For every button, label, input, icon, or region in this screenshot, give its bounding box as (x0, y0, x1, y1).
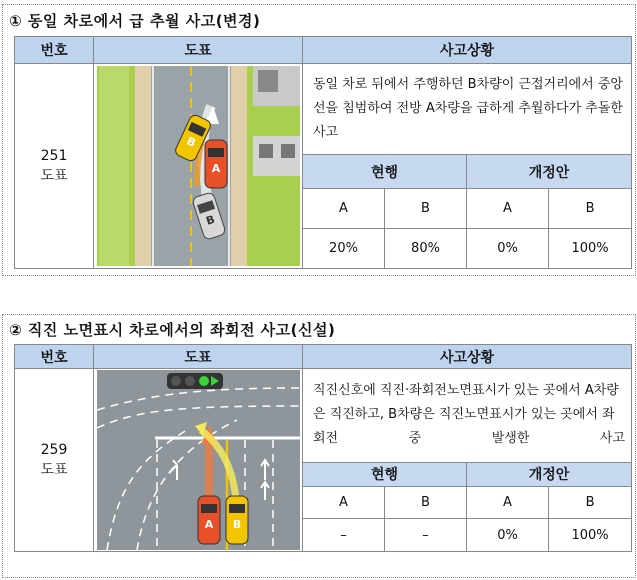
case-number-cell (15, 369, 94, 552)
value-current-a: – (303, 519, 385, 552)
case-number-label: 도표 (40, 168, 68, 184)
header-number: 번호 (15, 37, 94, 64)
svg-text:A: A (211, 162, 220, 175)
col-revised-a: A (467, 486, 549, 519)
case-259-table (14, 344, 632, 552)
value-revised-b: 100% (549, 228, 632, 268)
col-current-a: A (303, 188, 385, 228)
car-b-yellow (226, 496, 248, 544)
case-number-label: 도표 (40, 462, 68, 478)
accident-description: 직진신호에 직진·좌회전노면표시가 있는 곳에서 A차량은 직진하고, B차량은 직진노면표시가 있는 곳에서 좌회전 중 발생한 사고 (303, 369, 632, 463)
header-situation: 사고상황 (303, 37, 632, 64)
case-number-cell (15, 64, 94, 269)
left-turn-accident-diagram (97, 370, 300, 550)
svg-text:A: A (204, 518, 213, 531)
value-current-b: 80% (385, 228, 467, 268)
current-header: 현행 (303, 155, 467, 188)
header-situation: 사고상황 (303, 345, 632, 369)
revised-header: 개정안 (467, 155, 632, 188)
svg-text:B: B (203, 212, 216, 228)
value-current-a: 20% (303, 228, 385, 268)
car-a-red (198, 496, 220, 544)
value-revised-a: 0% (467, 228, 549, 268)
car-a-red (205, 140, 227, 188)
svg-text:B: B (232, 518, 241, 531)
col-current-b: B (385, 188, 467, 228)
value-revised-b: 100% (549, 519, 632, 552)
value-current-b: – (385, 519, 467, 552)
accident-description: 동일 차로 뒤에서 주행하던 B차량이 근접거리에서 중앙선을 침범하여 전방 A차량을 급하게 추월하다가 추돌한 사고 (303, 64, 632, 155)
overtaking-accident-diagram (97, 66, 300, 266)
diagram-cell (94, 369, 303, 552)
col-revised-b: B (549, 188, 632, 228)
accident-case-251-section (2, 4, 636, 276)
case-number: 259 (40, 442, 68, 458)
header-diagram: 도표 (94, 345, 303, 369)
col-revised-a: A (467, 188, 549, 228)
col-current-a: A (303, 486, 385, 519)
accident-case-259-section (2, 314, 636, 578)
header-diagram: 도표 (94, 37, 303, 64)
diagram-cell (94, 64, 303, 269)
header-number: 번호 (15, 345, 94, 369)
case-251-table (14, 36, 632, 269)
current-header: 현행 (303, 462, 467, 486)
col-current-b: B (385, 486, 467, 519)
case-259-title: ② 직진 노면표시 차로에서의 좌회전 사고(신설) (9, 321, 336, 339)
col-revised-b: B (549, 486, 632, 519)
svg-text:B: B (184, 134, 198, 150)
value-revised-a: 0% (467, 519, 549, 552)
case-number: 251 (40, 148, 68, 164)
case-251-title: ① 동일 차로에서 급 추월 사고(변경) (9, 12, 261, 30)
revised-header: 개정안 (467, 462, 632, 486)
